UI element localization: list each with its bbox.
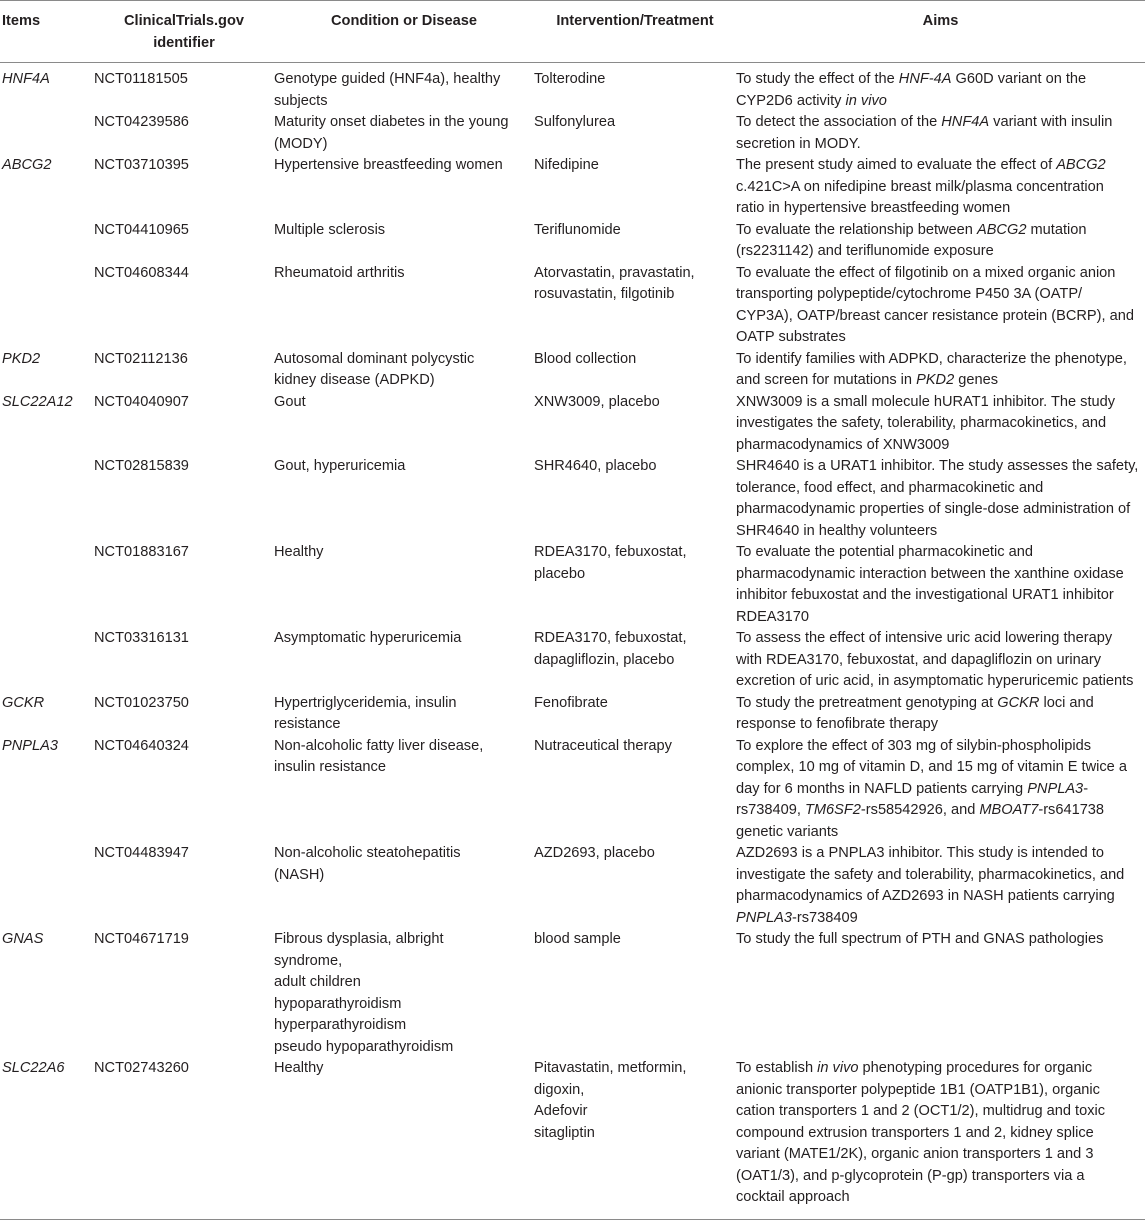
aims-text-segment: loci and response to fenofibrate therapy xyxy=(736,694,1094,732)
aims-text-segment: variant with insulin secretion in MODY. xyxy=(736,114,1113,152)
aims-text-segment: - rs738409, xyxy=(736,780,1089,818)
cell-intervention: Pitavastatin, metformin, digoxin, Adefovir sitagliptin xyxy=(534,1058,736,1219)
cell-intervention: Teriflunomide xyxy=(534,221,621,238)
cell-identifier: NCT04410965 xyxy=(94,221,189,238)
aims-italic-segment: PNPLA3 xyxy=(736,909,792,926)
cell-identifier: NCT02743260 xyxy=(94,1058,274,1219)
aims-text-segment: -rs738409 xyxy=(791,909,858,926)
cell-condition: Autosomal dominant polycystic kidney disease (ADPKD) xyxy=(274,350,475,388)
table-row xyxy=(0,263,1145,349)
cell-identifier: NCT03316131 xyxy=(94,630,189,646)
aims-text-segment: XNW3009 is a small molecule hURAT1 inhibitor. The study investigates the safety, tolerability, pharmacokinetics, and pharmacodynamics of XNW3009 xyxy=(736,393,1116,453)
cell-item xyxy=(0,456,94,542)
aims-text-segment: To assess the effect of intensive uric acid lowering therapy with RDEA3170, febuxostat, and dapagliflozin on urinary excretion of uric acid, in asymptomatic hyperuricemic patients xyxy=(736,630,1134,689)
aims-text-segment: To study the full spectrum of PTH and GNAS pathologies xyxy=(736,931,1104,947)
cell-item xyxy=(0,112,94,155)
table-header xyxy=(0,1,1145,63)
cell-identifier: NCT04040907 xyxy=(94,393,189,410)
cell-aims xyxy=(736,843,1145,929)
aims-text-segment: mutation (rs2231142) and teriflunomide exposure xyxy=(736,221,1087,259)
cell-condition: Hypertensive breastfeeding women xyxy=(274,157,503,173)
cell-identifier: NCT02815839 xyxy=(94,458,189,474)
cell-condition: Multiple sclerosis xyxy=(274,221,386,238)
cell-item: SLC22A6 xyxy=(0,1058,94,1219)
cell-item: HNF4A xyxy=(2,71,50,87)
aims-italic-segment: in vivo xyxy=(845,92,887,109)
cell-condition: Non-alcoholic steatohepatitis (NASH) xyxy=(274,845,461,883)
cell-intervention: XNW3009, placebo xyxy=(534,393,660,410)
cell-intervention: Nutraceutical therapy xyxy=(534,737,672,754)
aims-text-segment: The present study aimed to evaluate the effect of xyxy=(736,157,1057,173)
cell-identifier: NCT02112136 xyxy=(94,350,188,367)
cell-intervention: Atorvastatin, pravastatin, rosuvastatin, filgotinib xyxy=(534,264,695,302)
cell-aims xyxy=(736,542,1145,628)
cell-identifier: NCT03710395 xyxy=(94,157,189,173)
table-row xyxy=(0,929,1145,1058)
aims-text-segment: To identify families with ADPKD, characterize the phenotype, and screen for mutations in xyxy=(736,350,1127,388)
cell-intervention: SHR4640, placebo xyxy=(534,458,657,474)
cell-condition: Fibrous dysplasia, albright syndrome, adult children hypoparathyroidism hyperparathyroidism pseudo hypoparathyroidism xyxy=(274,931,454,1055)
cell-item xyxy=(0,263,94,349)
aims-text-segment: To study the pretreatment genotyping at xyxy=(736,694,998,711)
cell-condition: Genotype guided (HNF4a), healthy subjects xyxy=(274,71,501,109)
cell-condition: Asymptomatic hyperuricemia xyxy=(274,630,462,646)
cell-intervention: RDEA3170, febuxostat, placebo xyxy=(534,544,687,582)
aims-text-segment: To establish xyxy=(736,1060,818,1076)
aims-italic-segment: MBOAT7 xyxy=(979,802,1039,818)
cell-intervention: Fenofibrate xyxy=(534,694,608,711)
aims-text-segment: To study the effect of the xyxy=(736,71,899,87)
cell-aims xyxy=(736,63,1145,113)
cell-item: GNAS xyxy=(2,931,44,947)
aims-italic-segment: GCKR xyxy=(997,694,1040,711)
cell-aims xyxy=(736,263,1145,349)
cell-item xyxy=(0,843,94,929)
aims-text-segment: G60D variant on the CYP2D6 activity xyxy=(736,71,1087,109)
header-intervention: Intervention/Treatment xyxy=(534,1,736,63)
aims-text-segment: phenotyping procedures for organic anionic transporter polypeptide 1B1 (OATP1B1), organic cation transporters 1 and 2 (OCT1/2), multidrug and toxic compound extrusion transporters 1 and 2, kidney splice variant (MATE1/2K), organic anion transporters 1 and 3 (OAT1/3), and p-glycoprotein (P-gp) transporters via a cocktail approach xyxy=(736,1060,1106,1205)
table-row xyxy=(0,628,1145,693)
cell-item: ABCG2 xyxy=(2,157,52,173)
table-row xyxy=(0,542,1145,628)
table-row xyxy=(0,843,1145,929)
aims-italic-segment: PNPLA3 xyxy=(1027,780,1084,797)
table-row xyxy=(0,63,1145,113)
header-row xyxy=(0,1,1145,63)
cell-aims xyxy=(736,1058,1145,1219)
table-row xyxy=(0,736,1145,844)
cell-condition: Rheumatoid arthritis xyxy=(274,264,405,281)
cell-aims xyxy=(736,112,1145,155)
aims-text-segment: c.421C>A on nifedipine breast milk/plasma concentration ratio in hypertensive breastfeeding women xyxy=(736,178,1104,216)
aims-text-segment: To evaluate the effect of filgotinib on a mixed organic anion transporting polypeptide/cytochrome P450 3A (OATP/ CYP3A), OATP/breast cancer resistance protein (BCRP), and OATP substrates xyxy=(736,264,1134,345)
aims-text-segment: AZD2693 is a PNPLA3 inhibitor. This study is intended to investigate the safety and tolerability, pharmacokinetics, and pharmacodynamics of AZD2693 in NASH patients carrying xyxy=(736,845,1125,904)
aims-italic-segment: ABCG2 xyxy=(976,221,1027,238)
cell-item xyxy=(0,628,94,693)
cell-aims xyxy=(736,220,1145,263)
cell-aims xyxy=(736,628,1145,693)
cell-aims xyxy=(736,456,1145,542)
cell-identifier: NCT04640324 xyxy=(94,737,189,754)
cell-aims xyxy=(736,736,1145,844)
cell-intervention: AZD2693, placebo xyxy=(534,845,655,861)
cell-intervention: Tolterodine xyxy=(534,71,606,87)
cell-aims xyxy=(736,929,1145,1058)
cell-identifier: NCT04239586 xyxy=(94,114,189,130)
cell-item: PNPLA3 xyxy=(2,737,58,754)
cell-intervention: RDEA3170, febuxostat, dapagliflozin, placebo xyxy=(534,630,687,668)
aims-text-segment: To detect the association of the xyxy=(736,114,942,130)
table-row xyxy=(0,112,1145,155)
cell-aims xyxy=(736,155,1145,220)
cell-condition: Gout, hyperuricemia xyxy=(274,458,406,474)
aims-italic-segment: HNF-4A xyxy=(898,71,952,87)
cell-aims xyxy=(736,693,1145,736)
cell-item xyxy=(0,542,94,628)
cell-item: SLC22A12 xyxy=(2,393,73,410)
cell-identifier: NCT04608344 xyxy=(94,264,189,281)
cell-identifier: NCT01181505 xyxy=(94,71,188,87)
table-row xyxy=(0,220,1145,263)
cell-condition: Non-alcoholic fatty liver disease, insulin resistance xyxy=(274,737,484,775)
cell-aims xyxy=(736,349,1145,392)
table-row xyxy=(0,456,1145,542)
cell-intervention: Blood collection xyxy=(534,350,637,367)
cell-condition: Gout xyxy=(274,393,306,410)
header-aims: Aims xyxy=(736,1,1145,63)
aims-italic-segment: in vivo xyxy=(817,1060,859,1076)
table-row xyxy=(0,155,1145,220)
aims-italic-segment: ABCG2 xyxy=(1056,157,1106,173)
cell-condition: Maturity onset diabetes in the young (MODY) xyxy=(274,114,509,152)
cell-intervention: blood sample xyxy=(534,931,621,947)
cell-identifier: NCT01023750 xyxy=(94,694,189,711)
cell-intervention: Sulfonylurea xyxy=(534,114,616,130)
aims-text-segment: -rs58542926, and xyxy=(860,802,980,818)
cell-item: GCKR xyxy=(2,694,45,711)
aims-text-segment: genes xyxy=(954,372,999,388)
cell-item: PKD2 xyxy=(2,350,41,367)
aims-text-segment: -rs641738 genetic variants xyxy=(736,802,1105,840)
aims-italic-segment: TM6SF2 xyxy=(804,802,861,818)
cell-identifier: NCT04483947 xyxy=(94,845,189,861)
aims-text-segment: To evaluate the relationship between xyxy=(736,221,977,238)
table-row xyxy=(0,349,1145,392)
cell-intervention: Nifedipine xyxy=(534,157,599,173)
cell-identifier: NCT04671719 xyxy=(94,931,189,947)
table-row xyxy=(0,392,1145,457)
aims-text-segment: To evaluate the potential pharmacokinetic and pharmacodynamic interaction between the xanthine oxidase inhibitor febuxostat and the investigational URAT1 inhibitor RDEA3170 xyxy=(736,544,1124,625)
cell-identifier: NCT01883167 xyxy=(94,544,189,560)
header-condition: Condition or Disease xyxy=(274,1,534,63)
table-row xyxy=(0,693,1145,736)
aims-italic-segment: HNF4A xyxy=(941,114,990,130)
aims-text-segment: To explore the effect of 303 mg of silybin-phospholipids complex, 10 mg of vitamin D, and 15 mg of vitamin E twice a day for 6 months in NAFLD patients carrying xyxy=(736,737,1127,797)
cell-condition: Healthy xyxy=(274,1058,534,1219)
cell-aims xyxy=(736,392,1145,457)
cell-condition: Hypertriglyceridemia, insulin resistance xyxy=(274,694,457,732)
aims-italic-segment: PKD2 xyxy=(916,372,955,388)
cell-item xyxy=(0,220,94,263)
table-row xyxy=(0,1058,1145,1219)
aims-text-segment: SHR4640 is a URAT1 inhibitor. The study assesses the safety, tolerance, food effect, and pharmacokinetic and pharmacodynamic properties of single-dose administration of SHR4640 in healthy volunteers xyxy=(736,458,1139,539)
header-items: Items xyxy=(0,1,94,63)
header-identifier: ClinicalTrials.gov identifier xyxy=(94,1,274,63)
cell-condition: Healthy xyxy=(274,544,324,560)
table-body xyxy=(0,63,1145,1220)
